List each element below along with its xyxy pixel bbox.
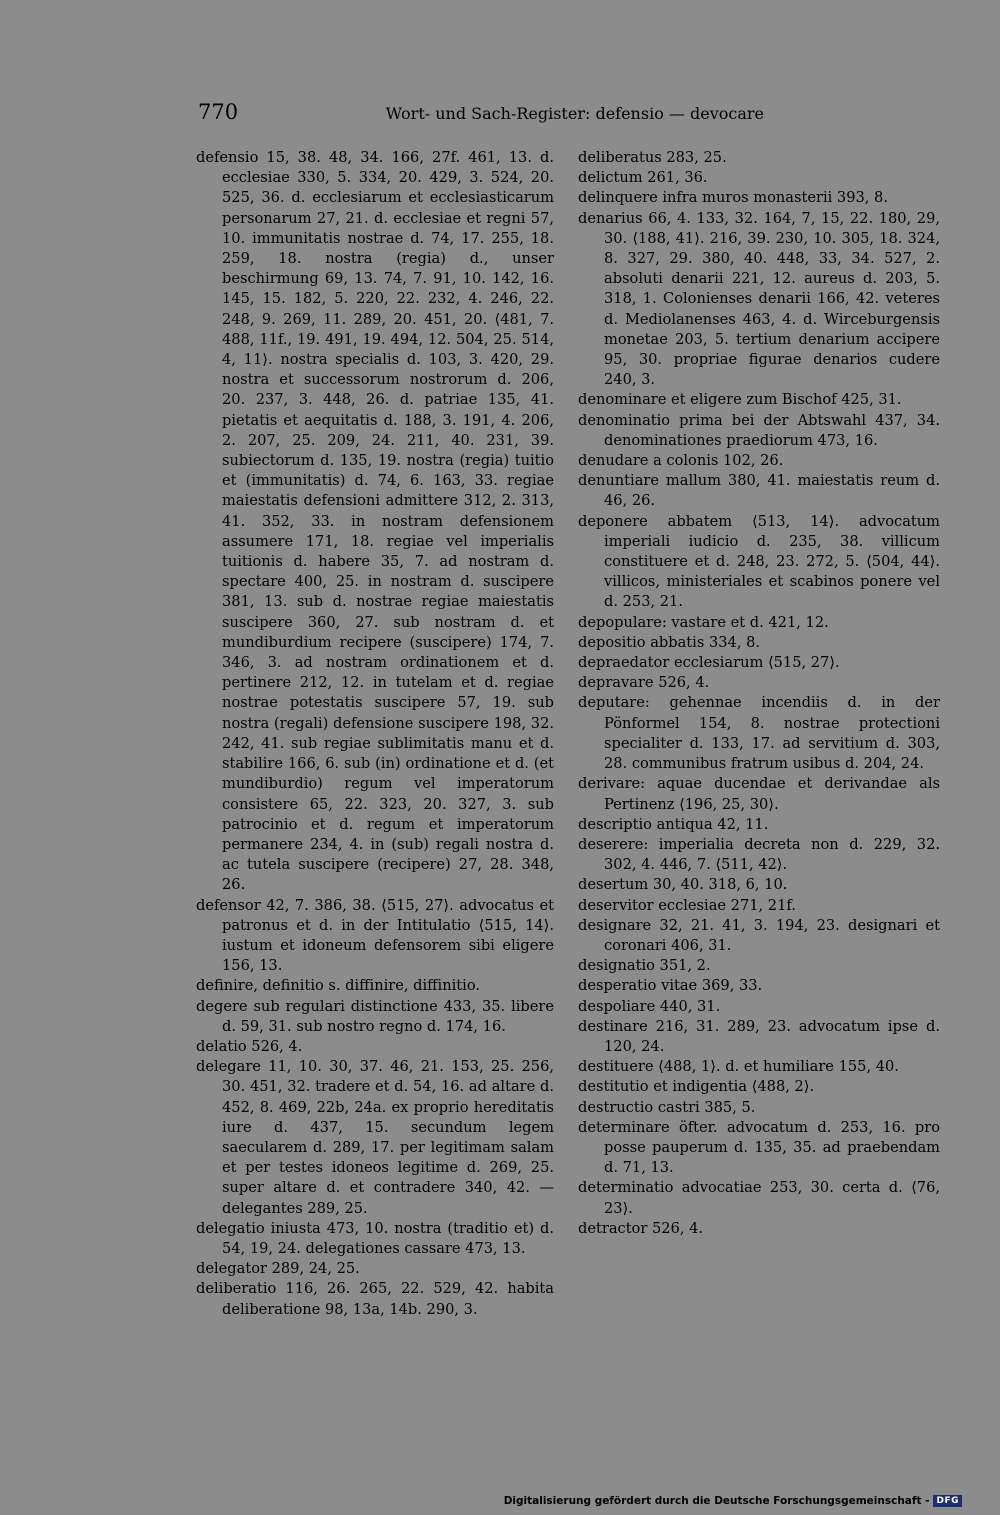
index-entry: deputare: gehennae incendiis d. in der Pönformel 154, 8. nostrae protectioni specialiter d. 133, 17. ad servitium d. 303, 28. communibus fratrum usibus d. 204, 24. [578,694,940,773]
index-entry: desertum 30, 40. 318, 6, 10. [578,876,788,894]
index-entry: despoliare 440, 31. [578,997,721,1015]
index-entry: detractor 526, 4. [578,1219,704,1237]
index-entry: definire, definitio s. diffinire, diffinitio. [196,977,480,995]
index-entry: destinare 216, 31. 289, 23. advocatum ipse d. 120, 24. [578,1017,940,1055]
index-entry: deservitor ecclesiae 271, 21f. [578,896,796,914]
index-entry: defensio 15, 38. 48, 34. 166, 27f. 461, 13. d. ecclesiae 330, 5. 334, 20. 429, 3. 524, 20. 525, 36. d. ecclesiarum et ecclesiasticarum personarum 27, 21. d. ecclesiae et regni 57, 10. immunitatis nostrae d. 74, 17. 255, 18. 259, 18. nostra (regia) d., unser beschirmung 69, 13. 74, 7. 91, 10. 142, 16. 145, 15. 182, 5. 220, 22. 232, 4. 246, 22. 248, 9. 269, 11. 289, 20. 451, 20. ⟨481, 7. 488, 11f., 19. 491, 19. 494, 12. 504, 25. 514, 4, 11⟩. nostra specialis d. 103, 3. 420, 29. nostra et successorum nostrorum d. 206, 20. 237, 3. 448, 26. d. patriae 135, 41. pietatis et aequitatis d. 188, 3. 191, 4. 206, 2. 207, 25. 209, 24. 211, 40. 231, 39. subiectorum d. 135, 19. nostra (regia) tuitio et (immunitatis) d. 74, 6. 163, 33. regiae maiestatis defensioni admittere 312, 2. 313, 41. 352, 33. in nostram defensionem assumere 171, 18. regiae vel imperialis tuitionis d. habere 35, 7. ad nostram d. spectare 400, 25. in nostram d. suscipere 381, 13. sub d. nostrae regiae maiestatis suscipere 360, 27. sub nostram d. et mundiburdium recipere (suscipere) 174, 7. 346, 3. ad nostram ordinationem et d. pertinere 212, 12. in tutelam et d. regiae nostrae potestatis suscipere 57, 19. sub nostra (regali) defensione suscipere 198, 32. 242, 41. sub regiae sublimitatis manu et d. stabilire 166, 6. sub (in) ordinatione et d. (et mundiburdio) regum vel imperatorum consistere 65, 22. 323, 20. 327, 3. sub patrocinio et d. regum et imperatorum permanere 234, 4. in (sub) regali nostra d. ac tutela suscipere (recipere) 27, 28. 348, 26. [196,149,554,894]
index-entry: delegator 289, 24, 25. [196,1260,360,1278]
funding-credit-text: Digitalisierung gefördert durch die Deutsche Forschungsgemeinschaft - [503,1495,930,1507]
index-entry: depraedator ecclesiarum ⟨515, 27⟩. [578,654,840,672]
left-column [196,148,554,1320]
index-entry: degere sub regulari distinctione 433, 35. libere d. 59, 31. sub nostro regno d. 174, 16. [196,997,554,1035]
index-entry: delinquere infra muros monasterii 393, 8. [578,189,888,207]
index-entry: deponere abbatem ⟨513, 14⟩. advocatum imperiali iudicio d. 235, 38. villicum constituere et d. 248, 23. 272, 5. ⟨504, 44⟩. villicos, ministeriales et scabinos ponere vel d. 253, 21. [578,512,940,611]
index-entry: denarius 66, 4. 133, 32. 164, 7, 15, 22. 180, 29, 30. ⟨188, 41⟩. 216, 39. 230, 10. 305, 18. 324, 8. 327, 29. 380, 40. 448, 33, 34. 527, 2. absoluti denarii 221, 12. aureus d. 203, 5. 318, 1. Colonienses denarii 166, 42. veteres d. Mediolanenses 463, 4. d. Wirceburgensis monetae 203, 5. tertium denarium accipere 95, 30. propriae figurae denarios cudere 240, 3. [578,209,940,389]
index-entry: depopulare: vastare et d. 421, 12. [578,613,829,631]
index-entry: defensor 42, 7. 386, 38. ⟨515, 27⟩. advocatus et patronus et d. in der Intitulatio ⟨515, 14⟩. iustum et idoneum defensorem sibi eligere 156, 13. [196,896,554,975]
index-entry: depositio abbatis 334, 8. [578,633,761,651]
page-number: 770 [198,100,239,124]
right-column [578,148,940,1239]
index-entry: desperatio vitae 369, 33. [578,977,763,995]
index-entry: delegare 11, 10. 30, 37. 46, 21. 153, 25. 256, 30. 451, 32. tradere et d. 54, 16. ad altare d. 452, 8. 469, 22b, 24a. ex proprio hereditatis iure d. 437, 15. secundum legem saecularem d. 289, 17. per legitimam salam et per testes idoneos legitime d. 269, 25. super altare d. et contradere 340, 42. — delegantes 289, 25. [196,1058,554,1217]
dfg-logo: DFG [933,1495,962,1507]
index-entry: derivare: aquae ducendae et derivandae als Pertinenz ⟨196, 25, 30⟩. [578,775,940,813]
index-entry: determinare öfter. advocatum d. 253, 16. pro posse pauperum d. 135, 35. ad praebendam d. 71, 13. [578,1118,940,1177]
index-entry: denudare a colonis 102, 26. [578,452,784,470]
footer-credit [504,1495,962,1507]
index-entry: denuntiare mallum 380, 41. maiestatis reum d. 46, 26. [578,472,940,510]
index-entry: descriptio antiqua 42, 11. [578,815,769,833]
index-entry: delatio 526, 4. [196,1037,303,1055]
index-entry: designatio 351, 2. [578,957,711,975]
index-entry: destructio castri 385, 5. [578,1098,756,1116]
index-entry: denominare et eligere zum Bischof 425, 31. [578,391,902,409]
index-entry: depravare 526, 4. [578,674,710,692]
index-entry: deliberatus 283, 25. [578,149,727,166]
index-entry: designare 32, 21. 41, 3. 194, 23. designari et coronari 406, 31. [578,916,940,954]
index-entry: delegatio iniusta 473, 10. nostra (traditio et) d. 54, 19, 24. delegationes cassare 473, 13. [196,1219,554,1257]
index-entry: delictum 261, 36. [578,169,708,187]
page-header [198,100,764,130]
running-head: Wort- und Sach-Register: defensio — devocare [385,104,764,123]
index-entry: deserere: imperialia decreta non d. 229, 32. 302, 4. 446, 7. ⟨511, 42⟩. [578,835,940,874]
index-entry: deliberatio 116, 26. 265, 22. 529, 42. habita deliberatione 98, 13a, 14b. 290, 3. [196,1280,554,1318]
index-entry: determinatio advocatiae 253, 30. certa d. ⟨76, 23⟩. [578,1179,940,1217]
index-entry: denominatio prima bei der Abtswahl 437, 34. denominationes praediorum 473, 16. [578,411,940,449]
index-entry: destituere ⟨488, 1⟩. d. et humiliare 155, 40. [578,1058,899,1076]
index-entry: destitutio et indigentia ⟨488, 2⟩. [578,1078,815,1096]
